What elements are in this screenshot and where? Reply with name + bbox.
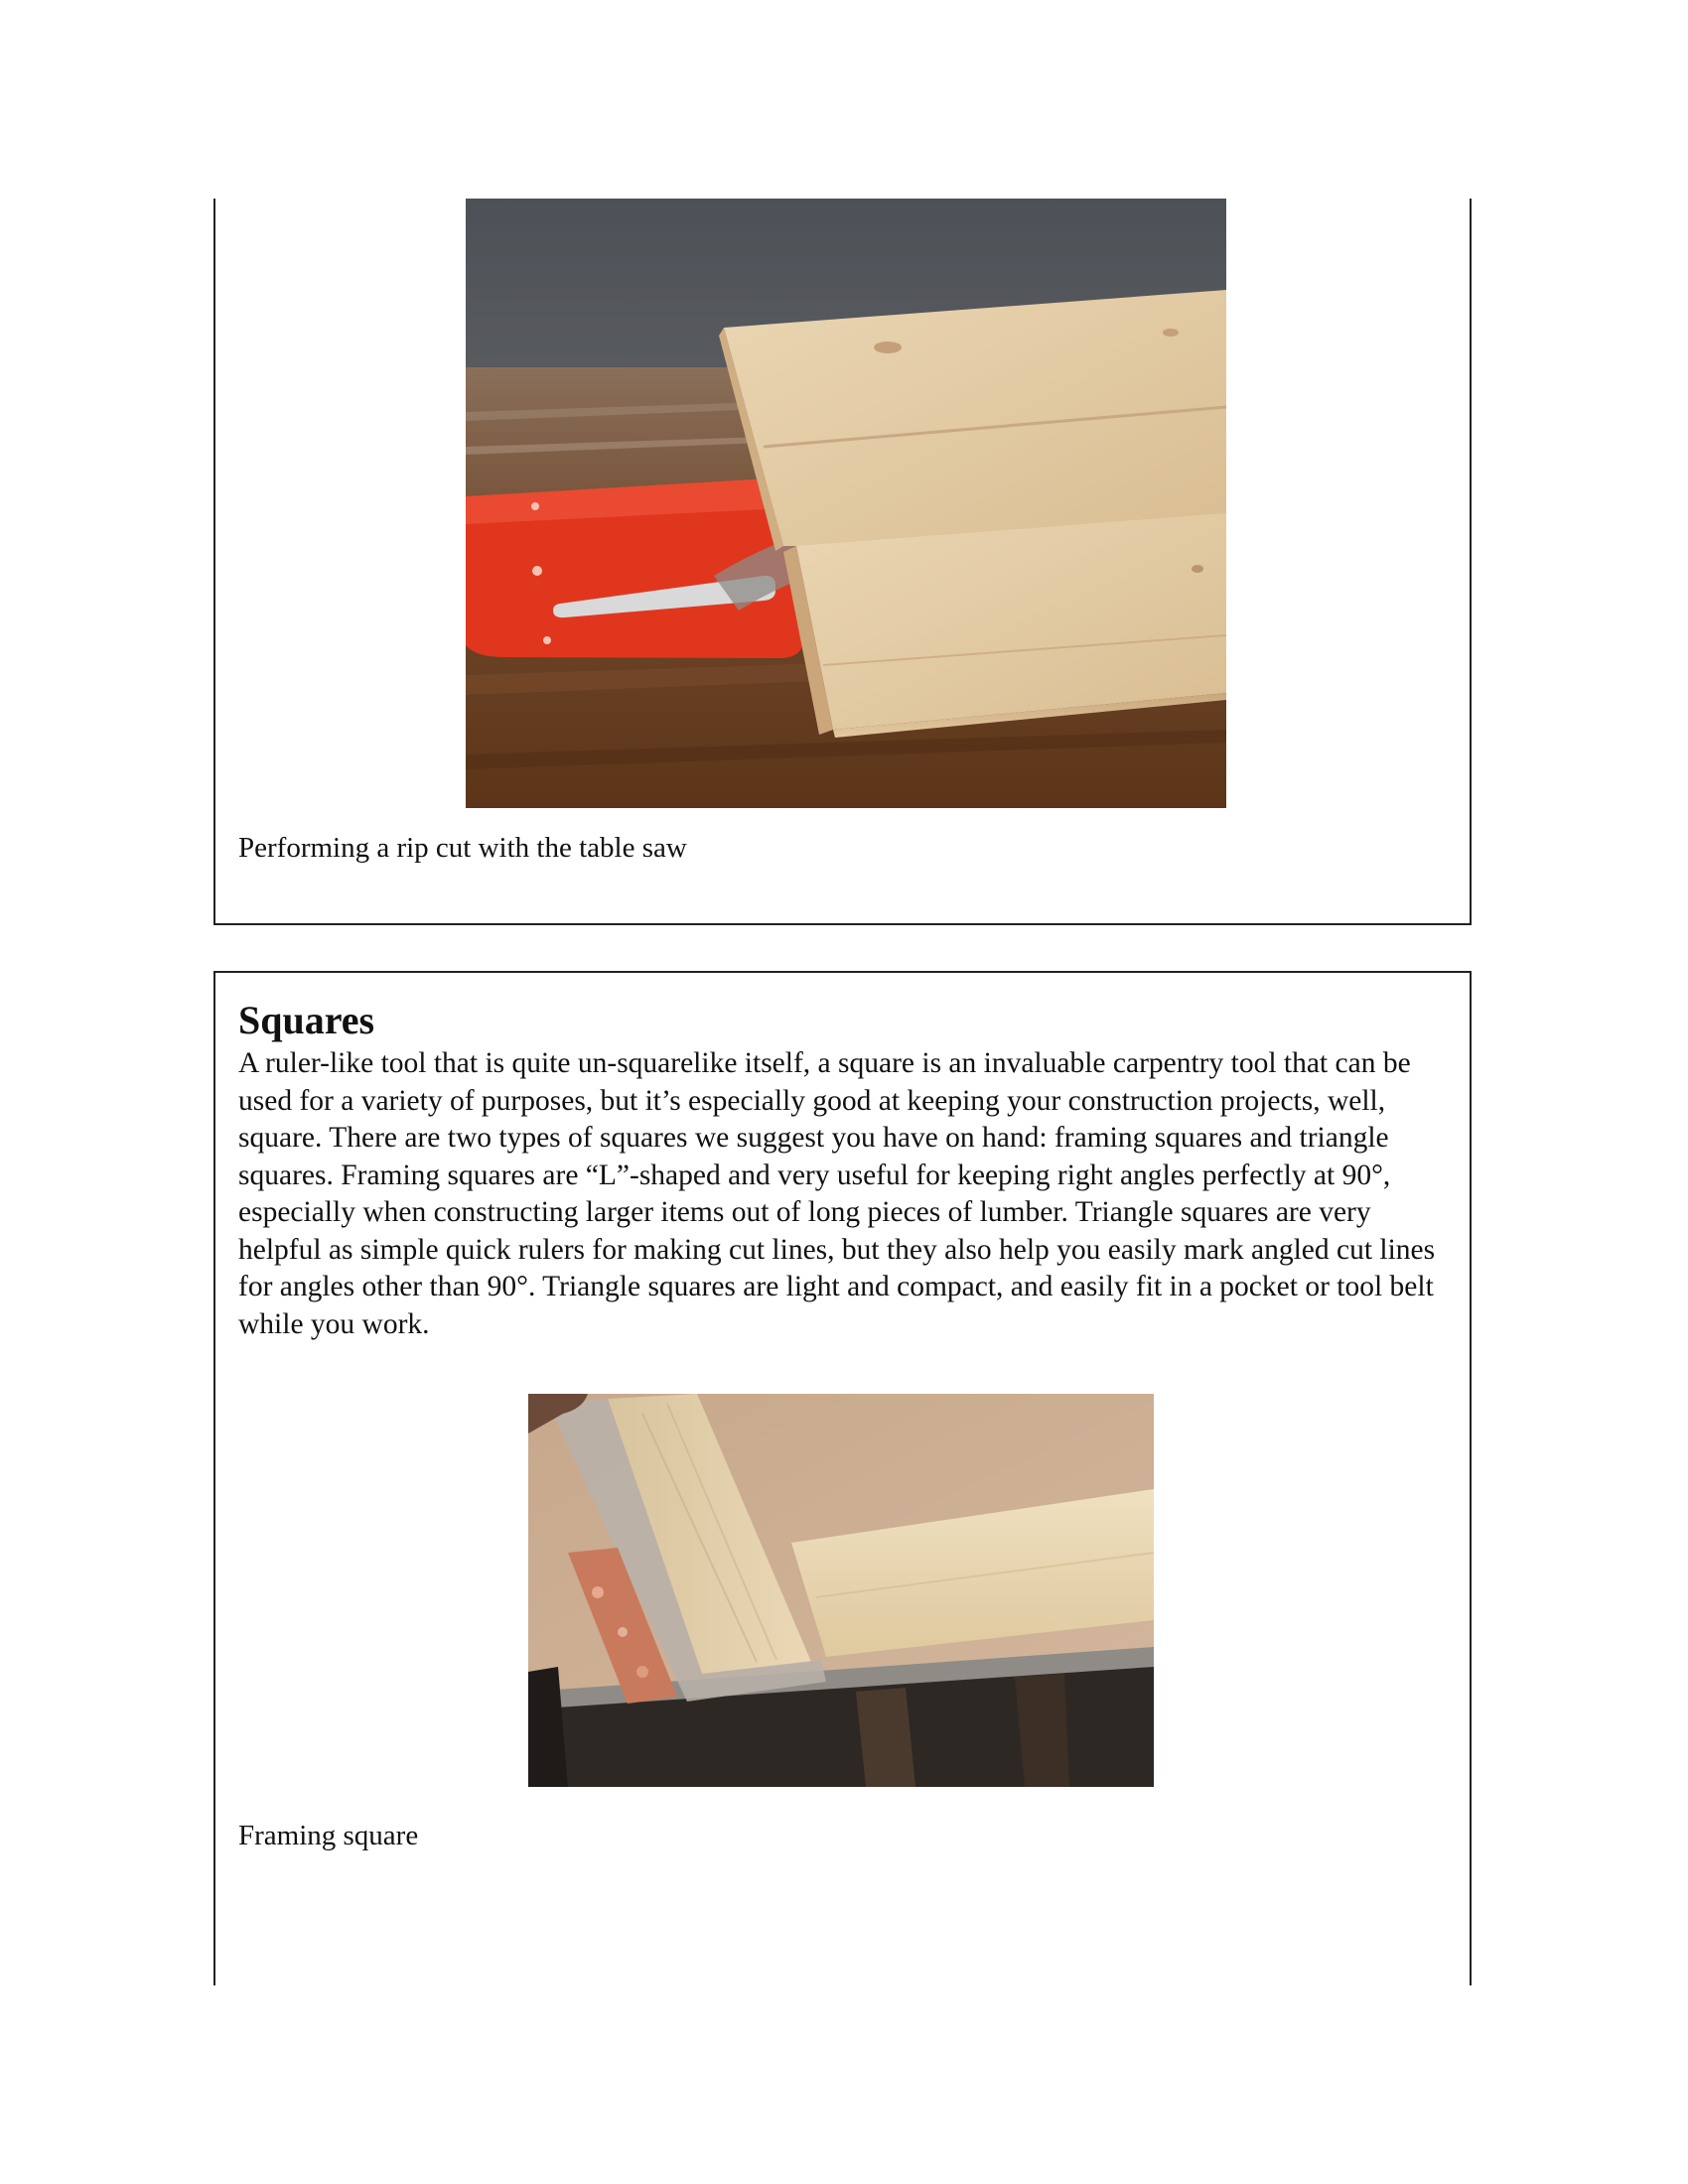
figure-caption-framing-square: Framing square xyxy=(238,1820,419,1851)
section-heading-squares: Squares xyxy=(238,998,375,1042)
figure-caption-table-saw: Performing a rip cut with the table saw xyxy=(238,832,687,864)
section-box-squares xyxy=(213,971,1472,1985)
table-saw-photo xyxy=(466,199,1226,808)
framing-square-photo xyxy=(528,1394,1154,1787)
section-body-squares: A ruler-like tool that is quite un-squarelike itself, a square is an invaluable carpentry tool that can be used for a variety of purposes, but it’s especially good at keeping your construction projects, well, square. There are two types of squares we suggest you have on hand: framing squares and triangle squares. Framing squares are “L”-shaped and very useful for keeping right angles perfectly at 90°, especially when constructing larger items out of long pieces of lumber. Triangle squares are very helpful as simple quick rulers for making cut lines, but they also help you easily mark angled cut lines for angles other than 90°. Triangle squares are light and compact, and easily fit in a pocket or tool belt while you work. xyxy=(238,1047,1436,1340)
figure-box-table-saw xyxy=(213,199,1472,925)
